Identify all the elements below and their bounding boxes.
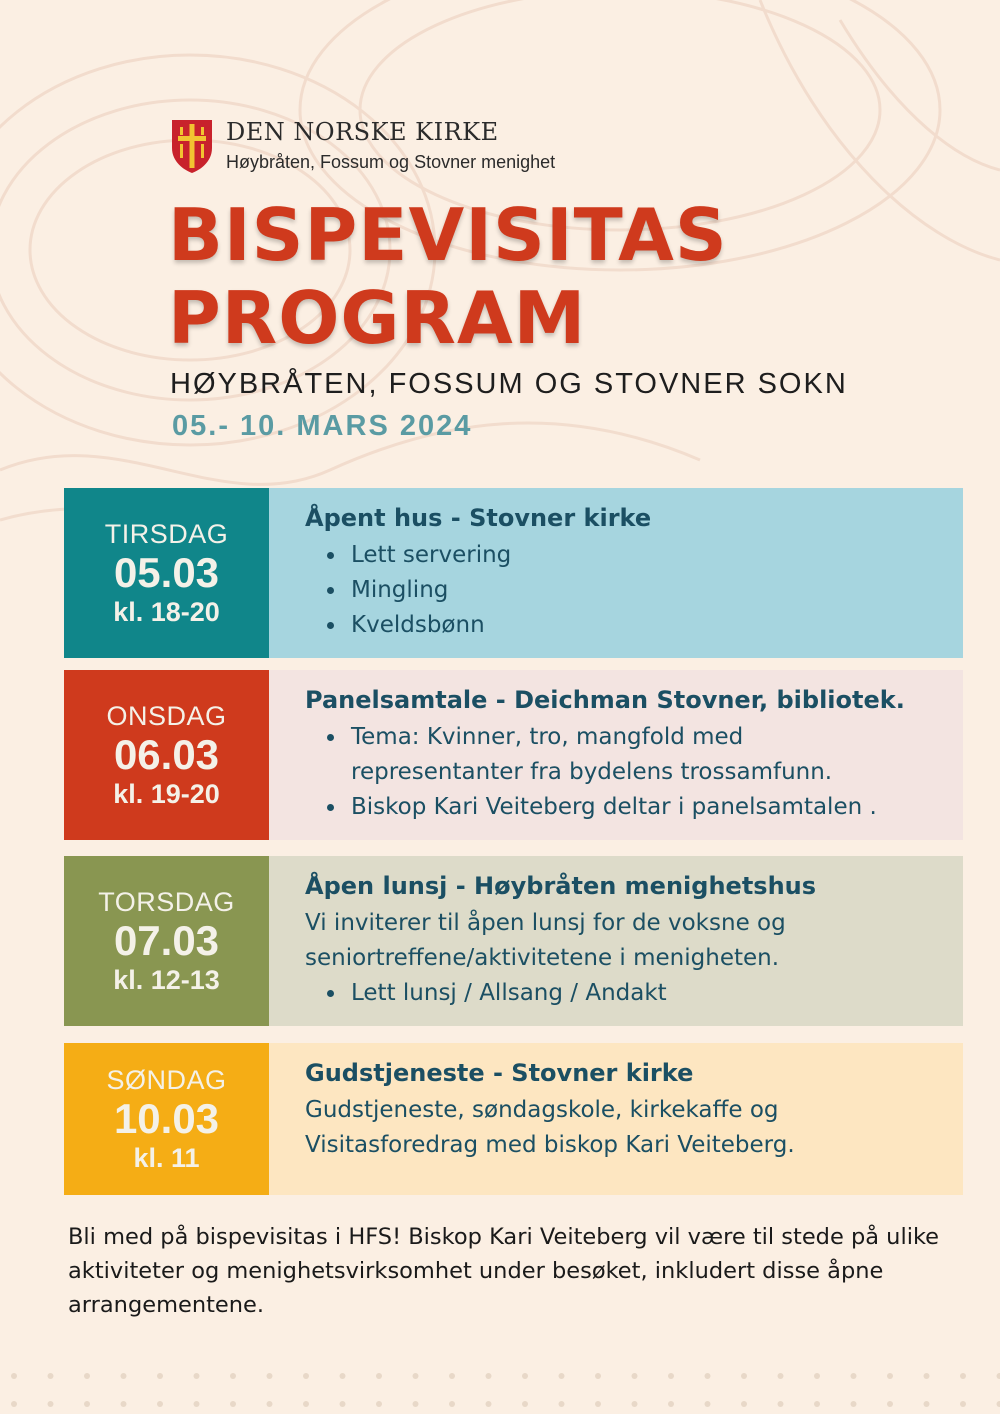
decorative-dot (486, 1373, 492, 1379)
decorative-dot (887, 1401, 893, 1407)
decorative-dot (340, 1373, 346, 1379)
event-time: kl. 19-20 (113, 779, 220, 809)
decorative-dot (705, 1373, 711, 1379)
decorative-dot (778, 1373, 784, 1379)
event-content (269, 670, 963, 840)
event-day-box (64, 1043, 269, 1195)
event-day-name: TIRSDAG (104, 519, 229, 549)
event-day-box (64, 856, 269, 1026)
decorative-dot (267, 1373, 273, 1379)
list-item: • Lett servering (347, 538, 963, 573)
decorative-dot (11, 1373, 17, 1379)
decorative-dot (632, 1401, 638, 1407)
decorative-dot (741, 1401, 747, 1407)
decorative-dot (48, 1373, 54, 1379)
decorative-dot (486, 1401, 492, 1407)
decorative-dot (121, 1373, 127, 1379)
event-date: 05.03 (113, 549, 220, 596)
event-title: Panelsamtale - Deichman Stovner, bibliotek. (305, 686, 905, 714)
event-sunday (64, 1043, 963, 1195)
dotted-border (0, 1372, 1000, 1414)
parish-name: Høybråten, Fossum og Stovner menighet (226, 152, 556, 172)
decorative-dot (887, 1373, 893, 1379)
decorative-dot (851, 1401, 857, 1407)
decorative-dot (960, 1373, 966, 1379)
list-item: • Tema: Kvinner, tro, mangfold med representanter fra bydelens trossamfunn. (347, 720, 907, 790)
decorative-dot (705, 1401, 711, 1407)
event-content (269, 856, 963, 1026)
event-bullet-list (305, 720, 907, 825)
decorative-dot (413, 1401, 419, 1407)
event-day-name: SØNDAG (106, 1065, 227, 1095)
decorative-dot (668, 1373, 674, 1379)
church-shield-cross-icon (170, 118, 214, 174)
decorative-dot (303, 1401, 309, 1407)
organization-name: DEN NORSKE KIRKE (226, 118, 499, 146)
event-title: Gudstjeneste - Stovner kirke (305, 1059, 694, 1087)
decorative-dot (449, 1401, 455, 1407)
event-content (269, 488, 963, 658)
decorative-dot (559, 1401, 565, 1407)
title-line-1: BISPEVISITAS (168, 193, 728, 277)
event-day-name: ONSDAG (106, 701, 227, 731)
decorative-dot (230, 1401, 236, 1407)
event-day-name: TORSDAG (98, 887, 235, 917)
title-line-2: PROGRAM (168, 276, 587, 360)
decorative-dot (814, 1401, 820, 1407)
decorative-dot (595, 1401, 601, 1407)
decorative-dot (376, 1373, 382, 1379)
decorative-dot (194, 1401, 200, 1407)
event-day-box (64, 488, 269, 658)
date-range: 05.- 10. MARS 2024 (172, 410, 473, 442)
decorative-dot (157, 1373, 163, 1379)
event-date: 06.03 (113, 731, 220, 778)
decorative-dot (376, 1401, 382, 1407)
event-time: kl. 18-20 (113, 597, 220, 627)
decorative-dot (84, 1373, 90, 1379)
event-description: Vi inviterer til åpen lunsj for de voksne og seniortreffene/aktivitetene i menigheten. (305, 910, 786, 971)
decorative-dot (851, 1373, 857, 1379)
decorative-dot (632, 1373, 638, 1379)
decorative-dot (194, 1373, 200, 1379)
event-description: Gudstjeneste, søndagskole, kirkekaffe og Visitasforedrag med biskop Kari Veiteberg. (305, 1097, 795, 1158)
event-time: kl. 12-13 (113, 965, 220, 995)
decorative-dot (11, 1401, 17, 1407)
footer-text: Bli med på bispevisitas i HFS! Biskop Kari Veiteberg vil være til stede på ulike aktiviteter og menighetsvirksomhet under besøket, inkludert disse åpne arrangementene. (68, 1224, 940, 1318)
event-time: kl. 11 (133, 1143, 200, 1173)
decorative-dot (997, 1373, 1000, 1379)
event-thursday (64, 856, 963, 1026)
event-date: 10.03 (113, 1095, 220, 1142)
decorative-dot (267, 1401, 273, 1407)
list-item: • Biskop Kari Veiteberg deltar i panelsamtalen . (347, 790, 907, 825)
event-tuesday (64, 488, 963, 658)
list-item: • Lett lunsj / Allsang / Andakt (347, 976, 963, 1011)
event-bullet-list (305, 976, 963, 1011)
decorative-dot (157, 1401, 163, 1407)
subtitle: HØYBRÅTEN, FOSSUM OG STOVNER SOKN (170, 368, 848, 400)
decorative-dot (559, 1373, 565, 1379)
event-bullet-list (305, 538, 963, 643)
decorative-dot (741, 1373, 747, 1379)
decorative-dot (924, 1373, 930, 1379)
decorative-dot (413, 1373, 419, 1379)
decorative-dot (230, 1373, 236, 1379)
event-date: 07.03 (113, 917, 220, 964)
decorative-dot (997, 1401, 1000, 1407)
event-day-box (64, 670, 269, 840)
decorative-dot (449, 1373, 455, 1379)
event-wednesday (64, 670, 963, 840)
decorative-dot (84, 1401, 90, 1407)
decorative-dot (595, 1373, 601, 1379)
decorative-dot (48, 1401, 54, 1407)
decorative-dot (668, 1401, 674, 1407)
decorative-dot (814, 1373, 820, 1379)
decorative-dot (303, 1373, 309, 1379)
decorative-dot (121, 1401, 127, 1407)
decorative-dot (340, 1401, 346, 1407)
event-content (269, 1043, 963, 1195)
decorative-dot (960, 1401, 966, 1407)
event-title: Åpent hus - Stovner kirke (305, 504, 652, 532)
decorative-dot (778, 1401, 784, 1407)
decorative-dot (924, 1401, 930, 1407)
decorative-dot (522, 1373, 528, 1379)
list-item: • Kveldsbønn (347, 608, 963, 643)
decorative-dot (522, 1401, 528, 1407)
event-title: Åpen lunsj - Høybråten menighetshus (305, 872, 817, 900)
list-item: • Mingling (347, 573, 963, 608)
